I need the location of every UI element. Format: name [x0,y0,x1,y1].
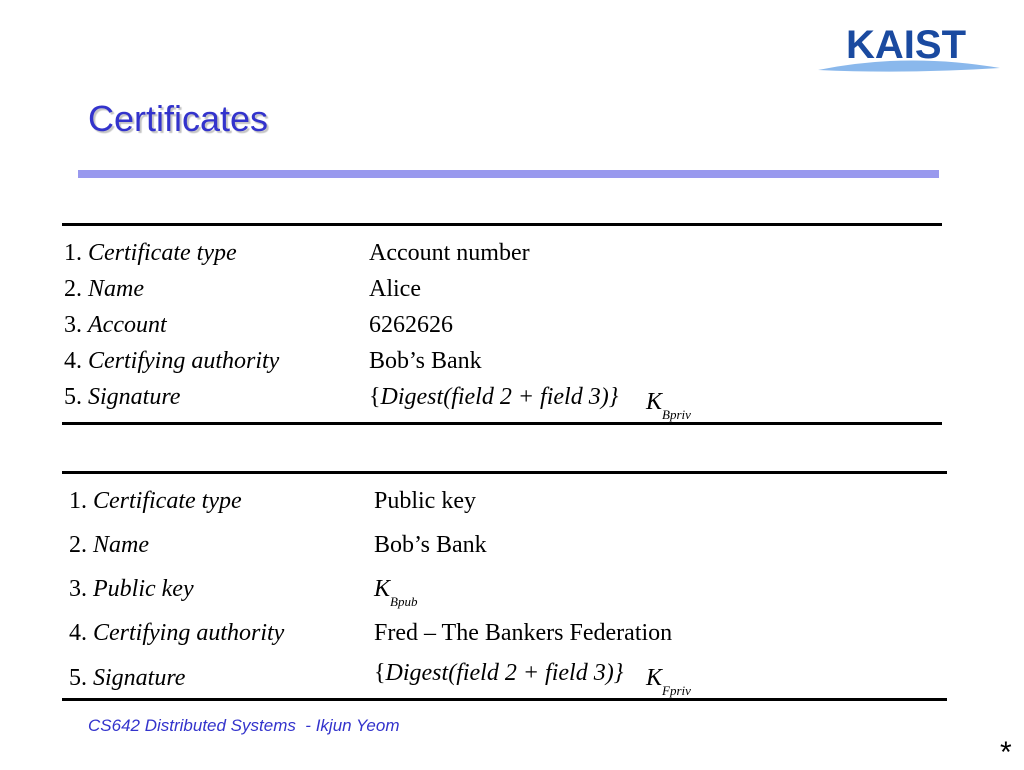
field-name: Certifying authority [88,348,280,374]
table1-signing-key [646,388,691,422]
table1-value-4: Bob’s Bank [369,348,482,374]
table2-row-2 [69,531,149,559]
slide-marker: * [1000,736,1012,769]
table1-row-5 [64,383,180,411]
table2-value-2: Bob’s Bank [374,532,487,558]
table1-row-4 [64,347,279,375]
row-number: 3. [69,576,87,602]
table1-top-rule [62,223,942,226]
digest-func: Digest [385,660,449,686]
table1-row-2 [64,275,144,303]
table1-value-1: Account number [369,240,530,266]
kaist-logo [812,22,1000,82]
field-name: Account [88,312,167,338]
field-name: Name [88,276,144,302]
table2-signing-key [646,664,691,698]
field-name: Signature [88,384,181,410]
digest-args: (field 2 + field 3)} [443,384,619,410]
table1-row-1 [64,239,237,267]
table2-value-4: Fred – The Bankers Federation [374,620,673,646]
key-subscript: Bpriv [662,407,691,422]
title-underline [78,170,939,178]
row-number: 1. [64,240,82,266]
key-subscript: Fpriv [662,683,691,698]
table1-value-3: 6262626 [369,312,453,338]
table2-row-3 [69,575,194,603]
table2-top-rule [62,471,947,474]
digest-func: Digest [380,384,444,410]
row-number: 5. [69,665,87,691]
table1-value-5 [369,383,618,411]
field-name: Public key [93,576,194,602]
brace-open: { [374,660,386,686]
digest-args: (field 2 + field 3)} [448,660,624,686]
logo-text: KAIST [846,23,966,67]
table1-bottom-rule [62,422,942,425]
field-name: Certificate type [88,240,237,266]
row-number: 2. [69,532,87,558]
row-number: 2. [64,276,82,302]
key-symbol: K [646,665,663,691]
row-number: 5. [64,384,82,410]
key-symbol: K [646,389,663,415]
row-number: 1. [69,488,87,514]
table1-row-3 [64,311,167,339]
table2-value-3 [374,575,418,609]
row-number: 3. [64,312,82,338]
field-name: Name [93,532,149,558]
slide-title: Certificates [88,98,269,139]
table2-value-1: Public key [374,488,476,514]
table1-value-2: Alice [369,276,421,302]
row-number: 4. [64,348,82,374]
table2-row-4 [69,619,284,647]
key-symbol: K [374,576,391,602]
field-name: Certifying authority [93,620,285,646]
footer-course-label: CS642 Distributed Systems - Ikjun Yeom [88,716,400,735]
field-name: Certificate type [93,488,242,514]
field-name: Signature [93,665,186,691]
table2-row-1 [69,487,242,515]
table2-bottom-rule [62,698,947,701]
table2-row-5 [69,664,185,692]
row-number: 4. [69,620,87,646]
key-subscript: Bpub [390,594,418,609]
table2-value-5 [374,659,623,687]
brace-open: { [369,384,381,410]
